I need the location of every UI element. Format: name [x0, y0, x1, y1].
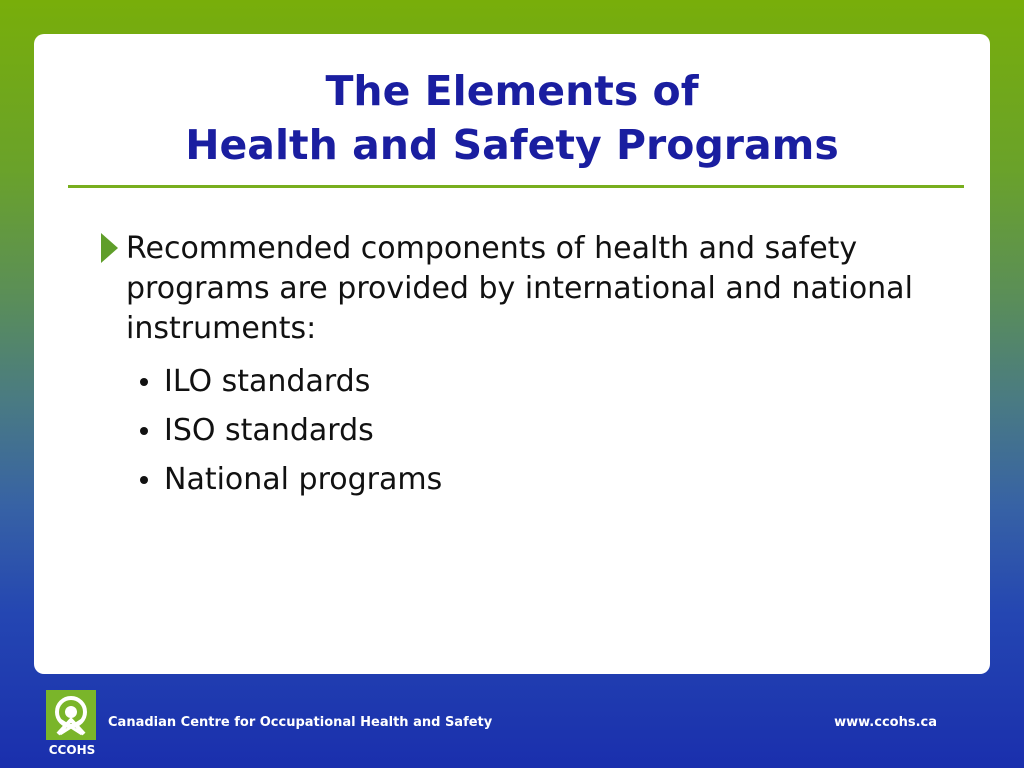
title-divider	[68, 185, 964, 188]
footer-organization: Canadian Centre for Occupational Health and Safety	[108, 715, 493, 730]
ccohs-logo-icon	[46, 690, 96, 740]
sub-bullet-item	[138, 357, 938, 406]
sub-bullet-item	[138, 406, 938, 455]
slide-content	[98, 229, 938, 504]
dot-bullet-icon	[140, 476, 148, 484]
logo-text: CCOHS	[48, 743, 96, 757]
title-line-2: Health and Safety Programs	[185, 121, 839, 169]
sub-bullet-list	[98, 357, 938, 504]
title-line-1: The Elements of	[325, 67, 699, 115]
dot-bullet-icon	[140, 378, 148, 386]
sub-bullet-label: National programs	[164, 462, 443, 497]
sub-bullet-label: ISO standards	[164, 413, 374, 448]
sub-bullet-item	[138, 455, 938, 504]
triangle-bullet-icon	[101, 233, 118, 263]
slide-title	[0, 64, 1024, 172]
sub-bullet-label: ILO standards	[164, 364, 371, 399]
ccohs-logo	[46, 690, 98, 762]
dot-bullet-icon	[140, 427, 148, 435]
footer-url: www.ccohs.ca	[834, 715, 937, 730]
lead-bullet	[98, 229, 938, 349]
lead-text: Recommended components of health and safety programs are provided by international and national instruments:	[126, 231, 913, 346]
